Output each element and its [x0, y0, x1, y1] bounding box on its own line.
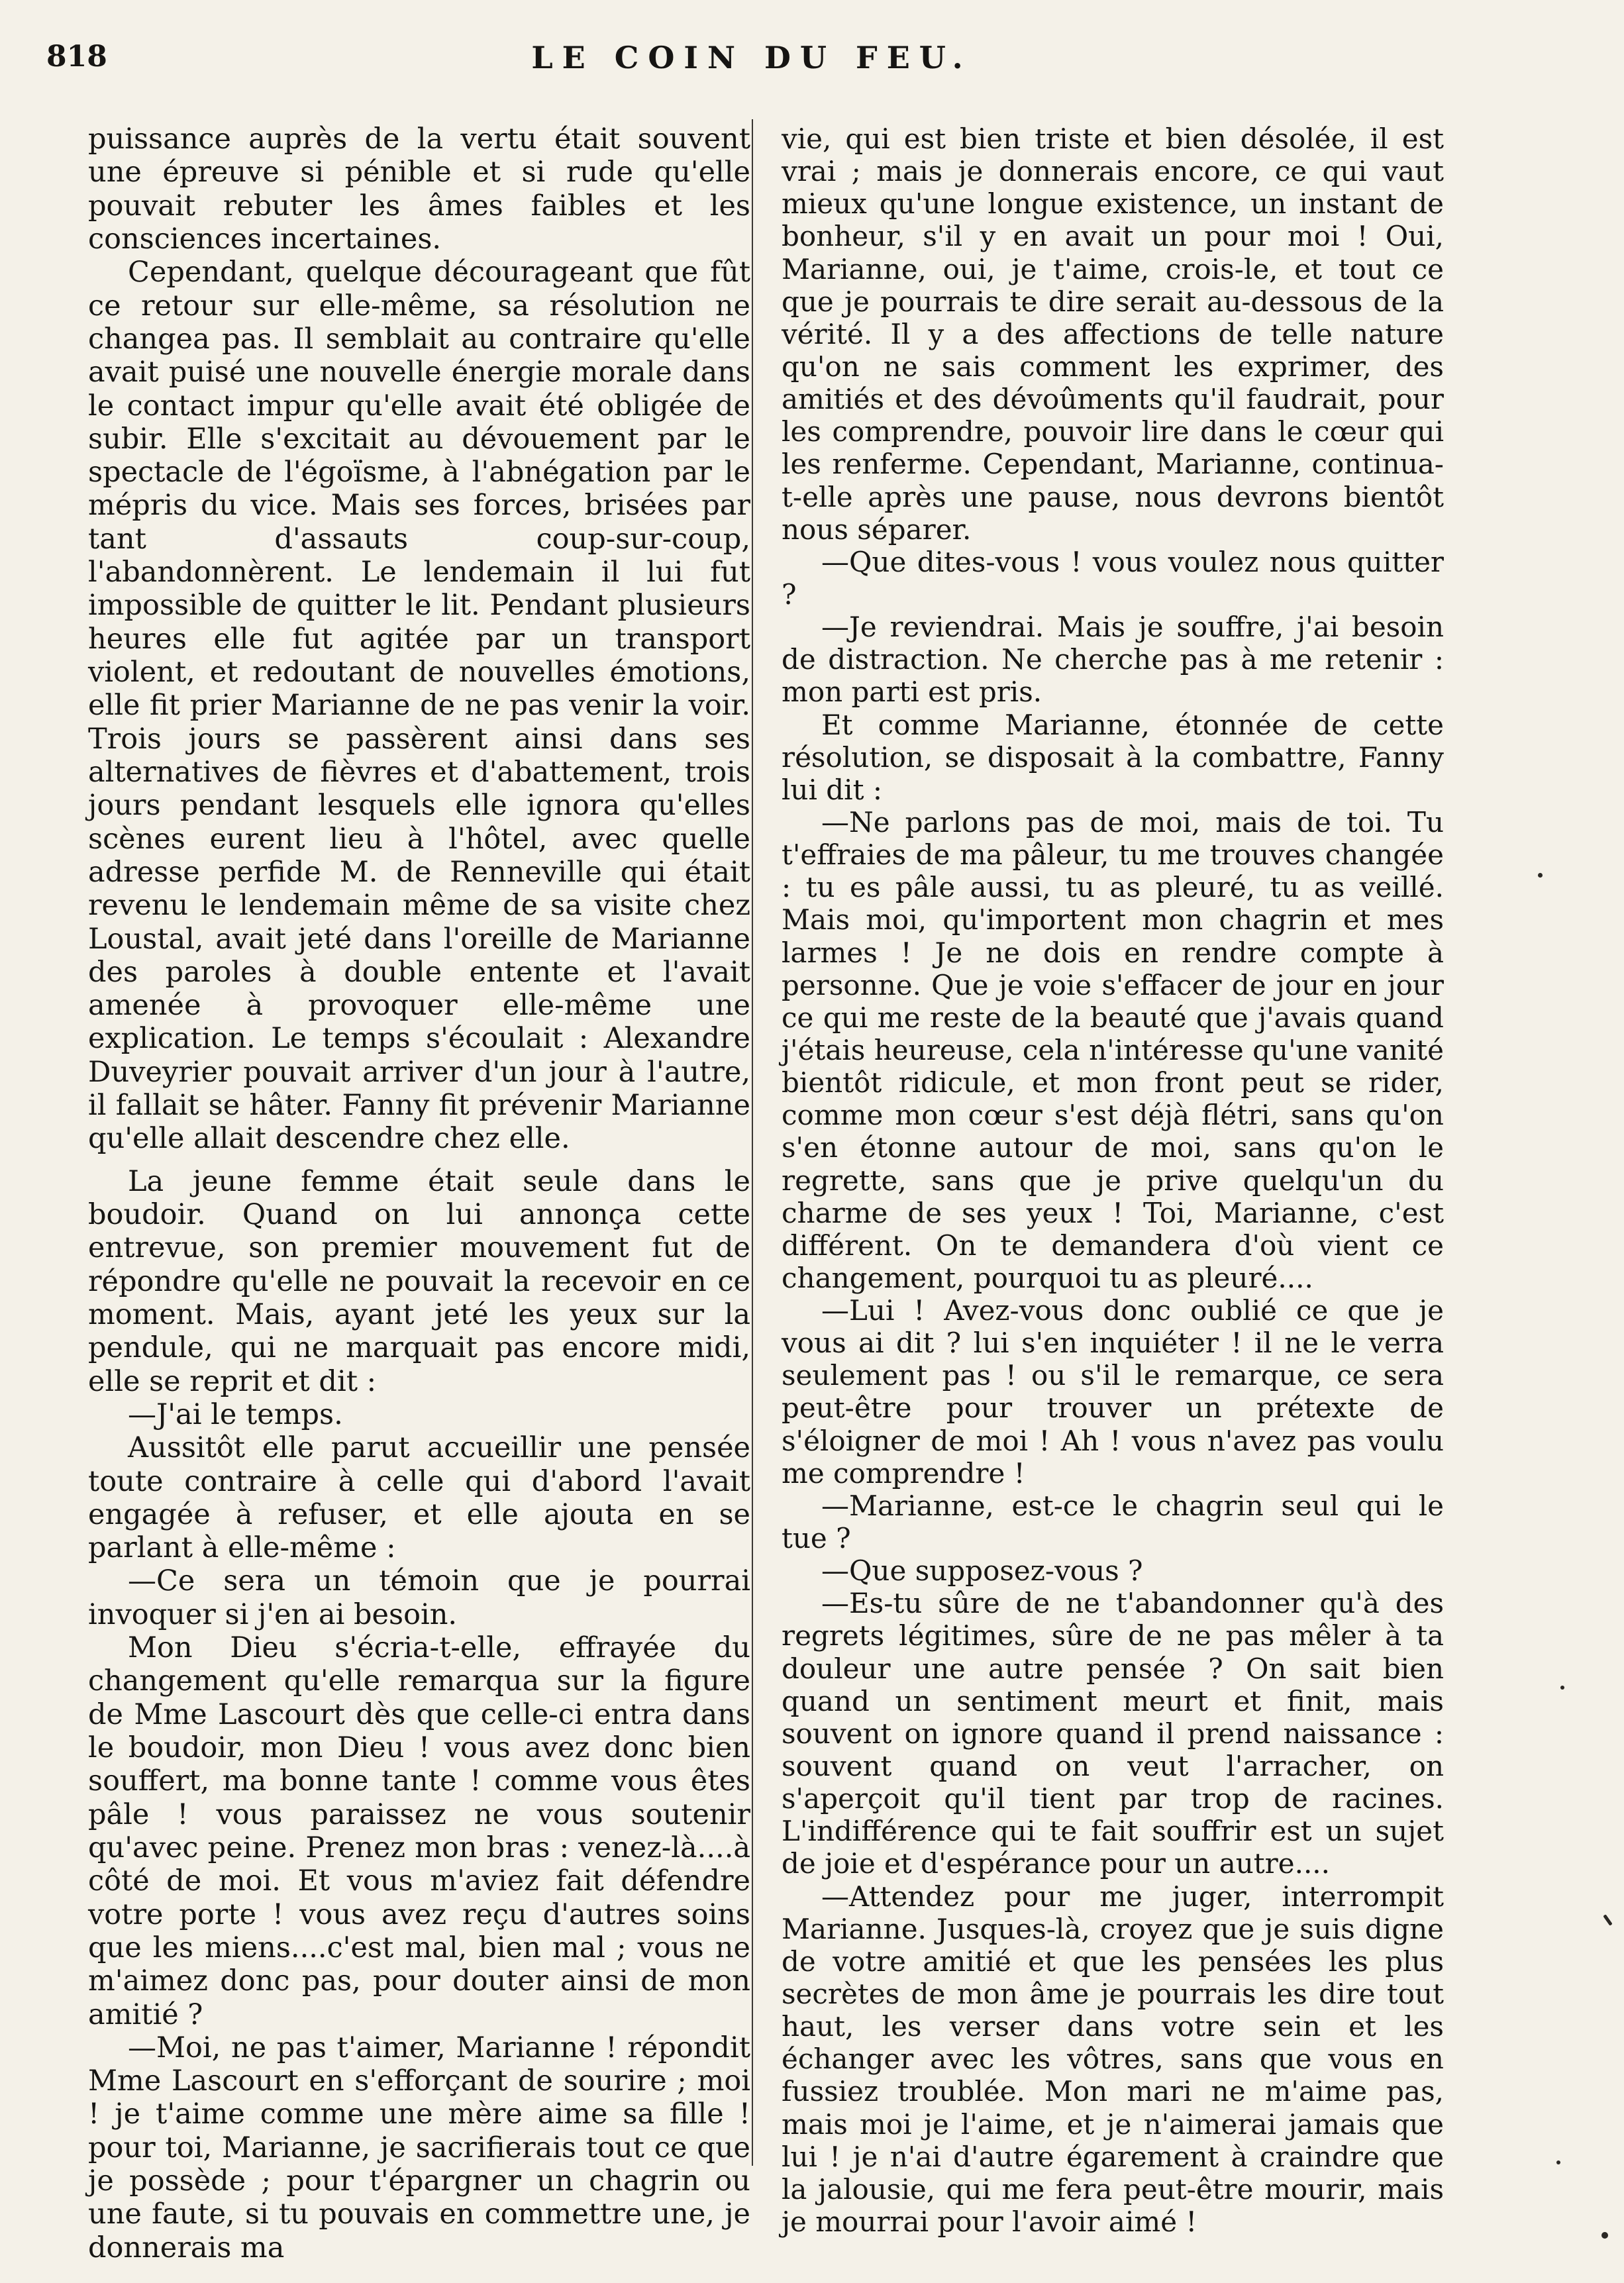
paragraph: Cependant, quelque décourageant que fût ce retour sur elle-même, sa résolution ne changea pas. Il semblait au contraire qu'elle avait puisé une nouvelle énergie morale dans le contact impur qu'elle avait été obligée de subir. Elle s'excitait au dévouement par le spectacle de l'égoïsme, à l'abnégation par le mépris du vice. Mais ses forces, brisées par tant d'assauts coup-sur-coup, l'abandonnèrent. Le lendemain il lui fut impossible de quitter le lit. Pendant plusieurs heures elle fut agitée par un transport violent, et redoutant de nouvelles émotions, elle fit prier Marianne de ne pas venir la voir. Trois jours se passèrent ainsi dans ses alternatives de fièvres et d'abattement, trois jours pendant lesquels elle ignora qu'elles scènes eurent lieu à l'hôtel, avec quelle adresse perfide M. de Renneville qui était revenu le lendemain même de sa visite chez Loustal, avait jeté dans l'oreille de Marianne des paroles à double entente et l'avait amenée à provoquer elle-même une explication. Le temps s'écoulait : Alexandre Duveyrier pouvait arriver d'un jour à l'autre, il fallait se hâter. Fanny fit prévenir Marianne qu'elle allait descendre chez elle.	[88, 256, 750, 1156]
right-column	[782, 123, 1444, 2238]
ink-speck	[1601, 2232, 1608, 2239]
ink-speck	[1603, 1914, 1612, 1926]
ink-speck	[1538, 873, 1543, 878]
paragraph: —Lui ! Avez-vous donc oublié ce que je vous ai dit ? lui s'en inquiéter ! il ne le verra seulement pas ! ou s'il le remarque, ce sera peut-être pour trouver un prétexte de s'éloigner de moi ! Ah ! vous n'avez pas voulu me comprendre !	[782, 1294, 1444, 1490]
paragraph: —Je reviendrai. Mais je souffre, j'ai besoin de distraction. Ne cherche pas à me retenir : mon parti est pris.	[782, 611, 1444, 709]
ink-speck	[1560, 1686, 1564, 1690]
column-divider	[752, 119, 753, 2166]
paragraph: —Moi, ne pas t'aimer, Marianne ! répondit Mme Lascourt en s'efforçant de sourire ; moi ! je t'aime comme une mère aime sa fille ! pour toi, Marianne, je sacrifierais tout ce que je possède ; pour t'épargner un chagrin ou une faute, si tu pouvais en commettre une, je donnerais ma	[88, 2031, 750, 2264]
paragraph: —J'ai le temps.	[128, 1397, 343, 1431]
paragraph: Aussitôt elle parut accueillir une pensée toute contraire à celle qui d'abord l'avait engagée à refuser, et elle ajouta en se parlant à elle-même :	[88, 1431, 750, 1565]
paragraph: Et comme Marianne, étonnée de cette résolution, se disposait à la combattre, Fanny lui dit :	[782, 708, 1444, 806]
paragraph: —Attendez pour me juger, interrompit Marianne. Jusques-là, croyez que je suis digne de votre amitié et que les pensées les plus secrètes de mon âme je pourrais les dire tout haut, les verser dans votre sein et les échanger avec les vôtres, sans que vous en fussiez troublée. Mon mari ne m'aime pas, mais moi je l'aime, et je n'aimerai jamais que lui ! je n'ai d'autre égarement à craindre que la jalousie, qui me fera peut-être mourir, mais je mourrai pour l'avoir aimé !	[782, 1880, 1444, 2238]
ink-speck	[1556, 2160, 1560, 2164]
page-number: 818	[46, 40, 107, 74]
paragraph: La jeune femme était seule dans le boudoir. Quand on lui annonça cette entrevue, son premier mouvement fut de répondre qu'elle ne pouvait la recevoir en ce moment. Mais, ayant jeté les yeux sur la pendule, qui ne marquait pas encore midi, elle se reprit et dit :	[88, 1164, 750, 1398]
left-column	[88, 123, 750, 2264]
paragraph: —Que dites-vous ! vous voulez nous quitter ?	[782, 545, 1444, 611]
paragraph: vie, qui est bien triste et bien désolée, il est vrai ; mais je donnerais encore, ce qui vaut mieux qu'une longue existence, un instant de bonheur, s'il y en avait un pour moi ! Oui, Marianne, oui, je t'aime, crois-le, et tout ce que je pourrais te dire serait au-dessous de la vérité. Il y a des affections de telle nature qu'on ne sais comment les exprimer, des amitiés et des dévoûments qu'il faudrait, pour les comprendre, pouvoir lire dans le cœur qui les renferme. Cependant, Marianne, continua-t-elle après une pause, nous devrons bientôt nous séparer.	[782, 123, 1444, 546]
running-title: LE COIN DU FEU.	[531, 40, 972, 76]
paragraph: Mon Dieu s'écria-t-elle, effrayée du changement qu'elle remarqua sur la figure de Mme Lascourt dès que celle-ci entra dans le boudoir, mon Dieu ! vous avez donc bien souffert, ma bonne tante ! comme vous êtes pâle ! vous paraissez ne vous soutenir qu'avec peine. Prenez mon bras : venez-là....à côté de moi. Et vous m'aviez fait défendre votre porte ! vous avez reçu d'autres soins que les miens....c'est mal, bien mal ; vous ne m'aimez donc pas, pour douter ainsi de mon amitié ?	[88, 1631, 750, 2031]
paragraph: —Ne parlons pas de moi, mais de toi. Tu t'effraies de ma pâleur, tu me trouves changée : tu es pâle aussi, tu as pleuré, tu as veillé. Mais moi, qu'importent mon chagrin et mes larmes ! Je ne dois en rendre compte à personne. Que je voie s'effacer de jour en jour ce qui me reste de la beauté que j'avais quand j'étais heureuse, cela n'intéresse qu'une vanité bientôt ridicule, et mon front peut se rider, comme mon cœur s'est déjà flétri, sans qu'on s'en étonne autour de moi, sans qu'on le regrette, sans que je prive quelqu'un du charme de ses yeux ! Toi, Marianne, c'est différent. On te demandera d'où vient ce changement, pourquoi tu as pleuré....	[782, 805, 1444, 1294]
paragraph: —Ce sera un témoin que je pourrai invoquer si j'en ai besoin.	[88, 1564, 750, 1631]
paragraph: puissance auprès de la vertu était souvent une épreuve si pénible et si rude qu'elle pouvait rebuter les âmes faibles et les consciences incertaines.	[88, 123, 750, 256]
page-header	[46, 40, 1457, 86]
paragraph: —Es-tu sûre de ne t'abandonner qu'à des regrets légitimes, sûre de ne pas mêler à ta douleur une autre pensée ? On sait bien quand un sentiment meurt et finit, mais souvent on ignore quand il prend naissance : souvent quand on veut l'arracher, on s'aperçoit qu'il tient par trop de racines. L'indifférence qui te fait souffrir est un sujet de joie et d'espérance pour un autre....	[782, 1587, 1444, 1880]
paragraph: —Marianne, est-ce le chagrin seul qui le tue ?	[782, 1489, 1444, 1555]
paragraph: —Que supposez-vous ?	[821, 1554, 1143, 1588]
